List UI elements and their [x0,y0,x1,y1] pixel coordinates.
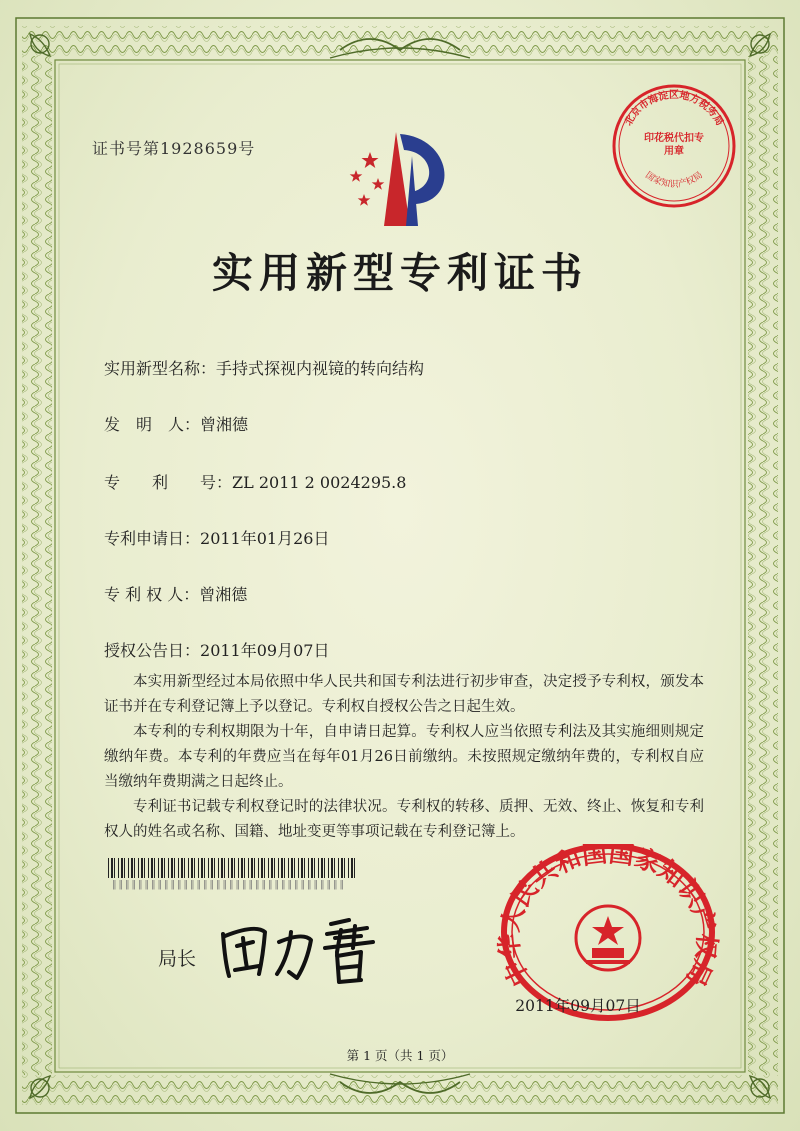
certificate-body [104,670,704,845]
sipo-logo-icon [334,126,466,226]
field-label: 发 明 人： [104,415,201,434]
field-value: ZL 2011 2 0024295.8 [232,473,407,492]
field-label: 专 利 号： [104,473,233,492]
tax-stamp-bottom-text: 国家知识产权局 [643,170,705,190]
field-grant-announcement-date [104,638,329,661]
seal-date: 2011年09月07日 [515,997,641,1015]
field-value: 2011年09月07日 [200,641,330,660]
tax-stamp-text: 北京市海淀区地方税务局 [623,90,725,128]
field-label: 实用新型名称： [104,359,217,378]
field-label: 专 利 权 人： [104,585,200,604]
signature [215,912,385,992]
body-paragraph: 专利证书记载专利权登记时的法律状况。专利权的转移、质押、无效、终止、恢复和专利权人的姓名或名称、国籍、地址变更等事项记载在专利登记簿上。 [104,799,704,840]
tax-stamp [610,82,738,210]
field-inventor [104,412,248,435]
field-application-date [104,526,329,549]
barcode [108,858,358,878]
national-emblem-icon [576,906,640,970]
page-number: 第 1 页（共 1 页） [346,1048,454,1063]
field-value: 手持式探视内视镜的转向结构 [216,359,425,378]
tax-stamp-center-text: 印花税代扣专用章 [644,133,704,157]
svg-text:北京市海淀区地方税务局 [622,88,726,128]
body-paragraph: 本实用新型经过本局依照中华人民共和国专利法进行初步审查，决定授予专利权，颁发本证书并在专利登记簿上予以登记。专利权自授权公告之日起生效。 [104,674,704,715]
field-value: 曾湘德 [199,585,248,604]
page-title: 实用新型专利证书 [212,249,588,297]
field-utility-model-name [104,356,424,379]
field-label: 授权公告日： [104,641,201,660]
field-label: 专利申请日： [104,529,201,548]
certificate-number: 证书号第1928659号 [92,139,256,158]
body-paragraph: 本专利的专利权期限为十年，自申请日起算。专利权人应当依照专利法及其实施细则规定缴纳年费。本专利的年费应当在每年01月26日前缴纳。未按照规定缴纳年费的，专利权自应当缴纳年费期满之日起终止。 [104,724,704,790]
svg-text:国家知识产权局 [643,170,705,190]
official-seal-text: 中华人民共和国国家知识产权局 [494,844,722,991]
director-title: 局长 [158,948,197,970]
field-value: 2011年01月26日 [200,529,330,548]
barcode-caption-icon: ‖‖‖‖‖‖‖‖‖‖‖‖‖‖‖‖‖‖‖‖‖‖‖‖‖‖‖‖‖‖‖‖‖‖‖‖ [112,880,346,890]
field-patent-number [104,470,406,493]
field-patentee [104,582,247,605]
field-value: 曾湘德 [200,415,249,434]
